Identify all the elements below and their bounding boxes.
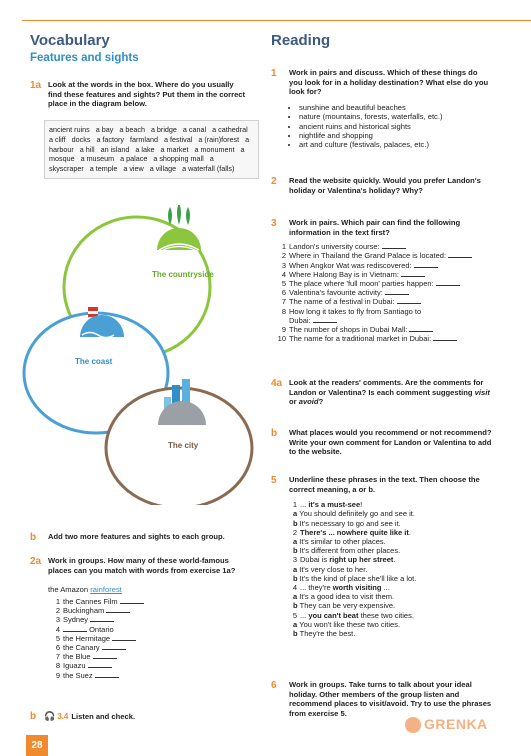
option-letter: a [293, 564, 300, 574]
question-text: The place where 'full moon' parties happen: [289, 279, 460, 288]
answer-blank [448, 251, 472, 258]
exercise-number: 5 [271, 475, 277, 486]
top-rule [22, 20, 531, 21]
option-b: b They can be very expensive. [293, 601, 396, 611]
word-item: a mosque [49, 144, 245, 164]
example-prefix: the Amazon [48, 585, 89, 594]
place-text: the Cannes Film [63, 597, 144, 606]
exercise-2a [30, 556, 248, 575]
place-text: the Blue [63, 652, 117, 661]
word-item: a cathedral [212, 125, 248, 134]
word-item: a temple [89, 164, 118, 174]
place-item [48, 671, 248, 680]
exercise-1b [30, 532, 248, 543]
phrase-text: ... they're worth visiting ... [300, 583, 390, 593]
item-number: 3 [55, 615, 60, 625]
answer-blank [409, 325, 433, 332]
place-item [48, 625, 248, 634]
phrase-text: There's ... nowhere quite like it. [300, 527, 411, 537]
question-item [274, 270, 493, 279]
visit-word: visit [474, 387, 490, 397]
item-number: 4 [55, 624, 60, 634]
exercise-instruction [289, 378, 493, 407]
exercise-1a [30, 80, 248, 109]
bullet-list [289, 103, 493, 150]
phrase-item [285, 528, 493, 537]
option-letter: a [293, 619, 300, 629]
item-number: 10 [277, 334, 286, 344]
exercise-number: 2 [271, 176, 277, 187]
place-text: Sydney [63, 615, 114, 624]
item-number: 1 [281, 242, 286, 252]
exercise-number: 6 [271, 680, 277, 691]
answer-blank [102, 643, 126, 650]
bullet-item: • sunshine and beautiful beaches [299, 103, 493, 112]
word-item: a festival [163, 134, 193, 144]
item-number: 1 [55, 597, 60, 606]
question-text: Where in Thailand the Grand Palace is located: [289, 251, 472, 260]
option-b: b They're the best. [293, 629, 356, 639]
question-text: The name of a festival in Dubai: [289, 297, 421, 306]
phrase-text: ... you can't beat these two cities. [300, 610, 414, 620]
word-item: a waterfall (falls) [182, 164, 235, 174]
word-item: a lake [135, 144, 155, 154]
option-b: b It's necessary to go and see it. [293, 518, 401, 528]
word-item: a hill [79, 144, 95, 154]
exercise-number: 1 [271, 68, 277, 79]
answer-blank [90, 615, 114, 622]
word-item: a village [149, 164, 177, 174]
or-word: or [289, 397, 299, 407]
word-item: a museum [80, 154, 115, 164]
word-item: a cliff [49, 134, 66, 144]
option-b: b It's the kind of place she'll like a lot. [293, 573, 417, 583]
vocabulary-subtitle: Features and sights [30, 52, 139, 64]
headphones-icon[interactable]: 🎧 [44, 711, 56, 721]
phrase-text: ... it's a must-see! [300, 500, 363, 510]
exercise-instruction: Work in pairs and discuss. Which of these things do you look for in a holiday destination? What else do you look for? [289, 68, 489, 97]
item-number: 4 [292, 583, 297, 593]
reading-ex4a [271, 378, 493, 407]
watermark-text: GRENKA [424, 716, 488, 732]
exercise-number: 3 [271, 218, 277, 229]
coast-label: The coast [75, 357, 113, 366]
item-number: 7 [55, 652, 60, 662]
option-letter: a [293, 509, 300, 519]
question-list [274, 242, 493, 343]
word-item: a bay [95, 125, 114, 134]
item-number: 2 [292, 527, 297, 537]
question-text: The number of shops in Dubai Mall: [289, 325, 433, 334]
place-text: the Canary [63, 643, 126, 652]
exercise-instruction: Add two more features and sights to each group. [48, 532, 225, 541]
places-list [48, 597, 248, 680]
reading-ex1 [271, 68, 493, 150]
phrase-text: Dubai is right up her street. [300, 555, 396, 565]
question-text: Dubai: [289, 316, 337, 325]
place-text: the Hermitage [63, 634, 136, 643]
answer-blank [436, 279, 460, 286]
place-item [48, 615, 248, 624]
word-box [44, 120, 259, 179]
item-number: 4 [281, 269, 286, 279]
question-item [274, 242, 493, 251]
bullet-item: • nature (mountains, forests, waterfalls, etc.) [299, 112, 493, 121]
track-number: 3.4 [57, 712, 69, 721]
answer-blank [95, 671, 119, 678]
word-item: an island [100, 144, 130, 154]
word-item: farmland [130, 134, 158, 144]
word-item: a canal [182, 125, 207, 134]
reading-ex2 [271, 176, 493, 195]
place-item [48, 652, 248, 661]
item-number: 8 [281, 306, 286, 316]
answer-blank [112, 634, 136, 641]
option-letter: b [293, 629, 300, 639]
item-number: 9 [281, 325, 286, 335]
option-letter: b [293, 601, 300, 611]
item-number: 2 [55, 606, 60, 616]
reading-title: Reading [271, 32, 331, 49]
answer-blank [313, 316, 337, 323]
item-number [274, 316, 286, 325]
question-item [274, 334, 493, 343]
place-item [48, 606, 248, 615]
place-item [48, 643, 248, 652]
exercise-number: b [30, 532, 37, 543]
reading-ex3 [271, 218, 493, 343]
answer-blank [397, 297, 421, 304]
word-item: a skyscraper [49, 154, 214, 174]
option-letter: a [293, 537, 300, 546]
reading-ex5 [271, 475, 493, 638]
option-letter: b [293, 573, 300, 583]
bullet-item: • ancient ruins and historical sights [299, 122, 493, 131]
item-number: 6 [281, 288, 286, 298]
meaning-list [285, 500, 493, 638]
question-text: Valentina's favourite activity: [289, 288, 409, 297]
city-label: The city [168, 441, 199, 450]
question-item [274, 307, 493, 316]
phrase-bold: There's ... nowhere quite like it [300, 527, 409, 537]
item-number: 5 [281, 279, 286, 288]
exercise-number: 2a [30, 556, 42, 567]
venn-diagram [22, 205, 262, 505]
exercise-instruction: Look at the words in the box. Where do you usually find these features and sights? Put them in the correct place in the diagram below. [48, 80, 246, 109]
item-number: 5 [292, 610, 297, 620]
exercise-instruction: Underline these phrases in the text. Then choose the correct meaning, a or b. [289, 475, 480, 494]
exercise-number: b [30, 711, 37, 722]
answer-blank [385, 288, 409, 295]
option-a: a It's similar to other places. [293, 537, 386, 546]
item-number: 9 [55, 670, 60, 680]
bullet-item: • nightlife and shopping [299, 131, 493, 140]
avoid-word: avoid [298, 397, 319, 407]
watermark-logo [405, 716, 488, 733]
answer-blank [120, 597, 144, 604]
exercise-number: 4a [271, 378, 283, 389]
exercise-instruction: Work in groups. How many of these world-famous places can you match with words from exercise 1a? [48, 556, 236, 575]
word-item: a view [123, 164, 144, 174]
option-letter: a [293, 592, 300, 602]
item-number: 8 [55, 661, 60, 671]
option-b: b It's different from other places. [293, 546, 401, 556]
option-letter: b [293, 546, 300, 556]
word-item: a (rain)forest [198, 134, 240, 144]
answer-blank [401, 270, 425, 277]
word-item: a harbour [49, 134, 250, 154]
option-a: a You won't like these two cities. [293, 619, 401, 629]
exercise-instruction: Work in groups. Take turns to talk about your ideal holiday. Other members of the group listen and recommend places to visit/avoid. Try to use the phrases from exercise 5. [289, 680, 492, 718]
example-word: rainforest [90, 585, 122, 594]
answer-blank [63, 625, 87, 632]
phrase-item [285, 611, 493, 620]
question-text: Where Halong Bay is in Vietnam: [289, 270, 425, 279]
answer-blank [433, 334, 457, 341]
bullet-item: • art and culture (festivals, palaces, etc.) [299, 140, 493, 149]
answer-blank [106, 606, 130, 613]
question-item [274, 279, 493, 288]
place-text: Buckingham [63, 606, 130, 615]
answer-blank [93, 652, 117, 659]
phrase-bold: it's a must-see [308, 500, 361, 510]
countryside-label: The countryside [152, 270, 214, 279]
item-number: 1 [292, 500, 297, 510]
logo-face-icon [405, 717, 421, 733]
exercise-instruction: What places would you recommend or not recommend? Write your own comment for Landon or Valentina to add to the website. [289, 428, 492, 457]
vocabulary-title: Vocabulary [30, 32, 110, 49]
option-letter: b [293, 518, 300, 528]
option-a: a It's very close to her. [293, 564, 368, 574]
item-number: 3 [281, 260, 286, 270]
item-number: 5 [55, 633, 60, 643]
exercise-number: b [271, 428, 278, 439]
word-item: a market [160, 144, 189, 154]
question-item [274, 251, 493, 260]
phrase-item [285, 500, 493, 509]
place-text: Iguazu [63, 661, 112, 670]
word-item: ancient ruins [49, 125, 90, 134]
exercise-instruction: Listen and check. [71, 711, 136, 721]
word-item: a factory [96, 134, 125, 144]
item-number: 7 [281, 297, 286, 307]
exercise-2b [30, 711, 135, 722]
question-item [274, 325, 493, 334]
question-text: Landon's university course: [289, 242, 406, 251]
phrase-bold: worth visiting [332, 583, 382, 593]
phrase-bold: you can't beat [308, 610, 359, 620]
question-item [274, 297, 493, 306]
question-item [274, 261, 493, 270]
item-number: 6 [55, 643, 60, 653]
item-number: 2 [281, 251, 286, 261]
phrase-bold: right up her street [329, 555, 394, 565]
question-text: How long it takes to fly from Santiago to [289, 306, 422, 316]
place-item [48, 661, 248, 670]
question-text: When Angkor Wat was rediscovered: [289, 261, 438, 270]
question-text: The name for a traditional market in Dubai: [289, 334, 457, 343]
word-item: a bridge [150, 125, 177, 134]
place-item [48, 634, 248, 643]
answer-blank [414, 261, 438, 268]
option-a: a You should definitely go and see it. [293, 509, 415, 519]
word-item: a beach [119, 125, 145, 134]
place-text: the Suez [63, 671, 119, 680]
question-item [274, 316, 493, 325]
exercise-instruction: Work in pairs. Which pair can find the following information in the text first? [289, 218, 461, 237]
answer-blank [88, 661, 112, 668]
phrase-item [285, 583, 493, 592]
page-number: 28 [26, 735, 48, 756]
exercise-number: 1a [30, 80, 42, 91]
phrase-item [285, 555, 493, 564]
question-item [274, 288, 493, 297]
word-item: a monument [194, 144, 235, 154]
example-line [48, 585, 122, 595]
option-a: a It's a good idea to visit them. [293, 592, 395, 602]
word-item: docks [71, 134, 91, 144]
exercise-instruction: Read the website quickly. Would you prefer Landon's holiday or Valentina's holiday? Why? [289, 176, 481, 195]
reading-ex6 [271, 680, 493, 718]
instruction-text: Look at the readers' comments. Are the comments for Landon or Valentina? Is each comment suggesting [289, 378, 484, 397]
answer-blank [382, 242, 406, 249]
place-text: Ontario [63, 625, 114, 634]
place-item [48, 597, 248, 606]
word-item: a palace [120, 154, 148, 164]
word-item: a shopping mall [153, 154, 204, 164]
reading-ex4b [271, 428, 493, 457]
item-number: 3 [292, 555, 297, 565]
question-mark: ? [318, 397, 324, 407]
